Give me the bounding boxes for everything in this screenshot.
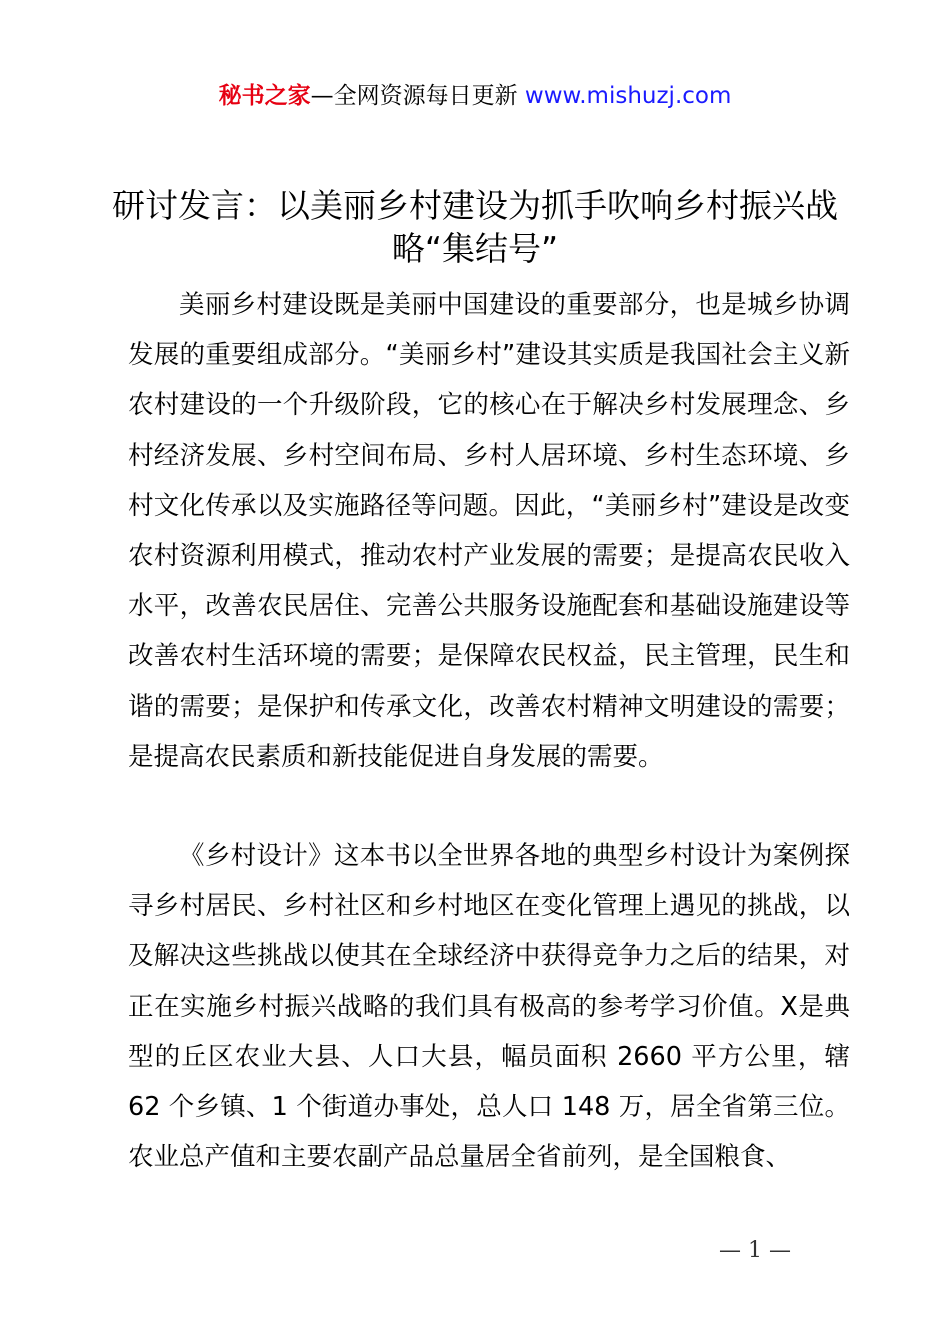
page-number: — 1 — xyxy=(719,1238,791,1263)
site-header xyxy=(0,80,950,112)
site-url-link[interactable]: www.mishuzj.com xyxy=(524,83,732,109)
body-paragraph-2: 《乡村设计》这本书以全世界各地的典型乡村设计为案例探寻乡村居民、乡村社区和乡村地区在变化管理上遇见的挑战，以及解决这些挑战以使其在全球经济中获得竞争力之后的结果，对正在实施乡村振兴战略的我们具有极高的参考学习价值。X是典型的丘区农业大县、人口大县，幅员面积 2660 平方公里，辖 62 个乡镇、1 个街道办事处，总人口 148 万，居全省第三位。农业总产值和主要农副产品总量居全省前列，是全国粮食、 xyxy=(128,841,850,1173)
body-paragraph-1: 美丽乡村建设既是美丽中国建设的重要部分，也是城乡协调发展的重要组成部分。“美丽乡村”建设其实质是我国社会主义新农村建设的一个升级阶段，它的核心在于解决乡村发展理念、乡村经济发展、乡村空间布局、乡村人居环境、乡村生态环境、乡村文化传承以及实施路径等问题。因此，“美丽乡村”建设是改变农村资源利用模式，推动农村产业发展的需要；是提高农民收入水平，改善农民居住、完善公共服务设施配套和基础设施建设等改善农村生活环境的需要；是保障农民权益，民主管理，民生和谐的需要；是保护和传承文化，改善农村精神文明建设的需要；是提高农民素质和新技能促进自身发展的需要。 xyxy=(128,290,850,772)
header-tagline: —全网资源每日更新 xyxy=(310,83,518,109)
document-title: 研讨发言：以美丽乡村建设为抓手吹响乡村振兴战略“集结号” xyxy=(112,186,838,268)
brand-name: 秘书之家 xyxy=(218,83,311,109)
